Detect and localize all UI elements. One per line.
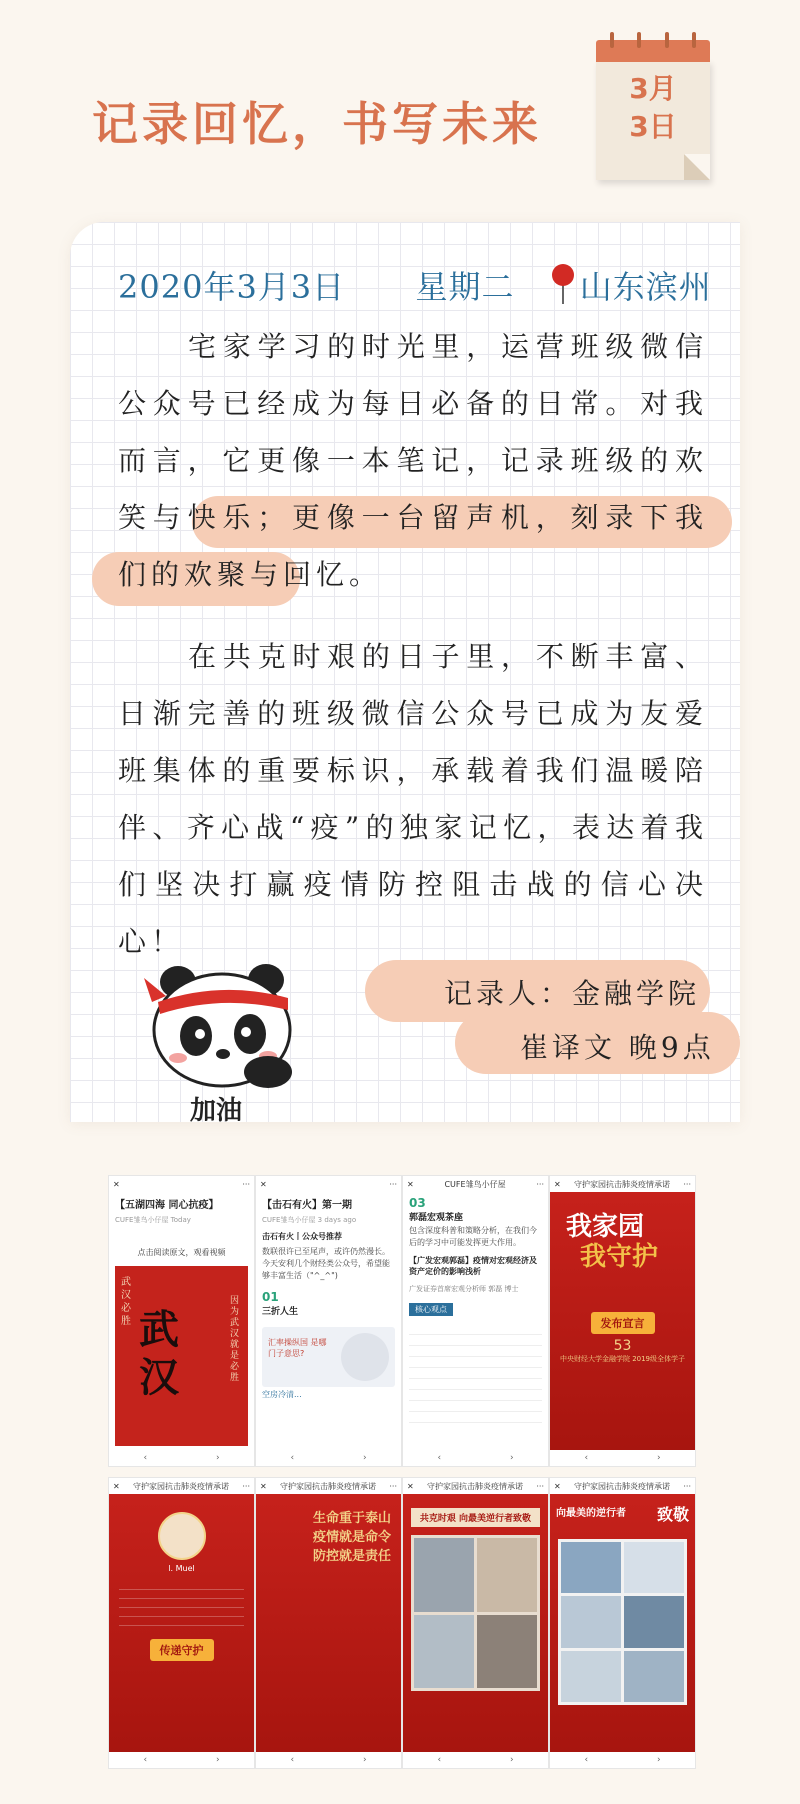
article-meta: CUFE雏鸟小仔屋 Today	[115, 1216, 191, 1224]
wuhan-poster: 武汉必胜 武汉 因为武汉 就是必胜	[115, 1266, 248, 1446]
close-icon[interactable]: ✕	[554, 1179, 561, 1189]
diary-date-line	[118, 262, 712, 308]
screenshot-article-3[interactable]: ✕ CUFE雏鸟小仔屋 ··· 03 郭磊宏观茶座 包含深度科普和策略分析，在我们今后的学习中可能发挥更大作用。 【广发宏观郭磊】疫情对宏观经济及资产定价的影响浅析 广发证券首席宏观分析师 郭磊 博士 核心观点 ‹ ›	[402, 1175, 549, 1467]
screenshot-collage	[108, 1175, 694, 1767]
user-name: l. Muel	[168, 1564, 195, 1573]
header-title: 记录回忆，书写未来	[92, 97, 542, 151]
card-caption: 空房冷清...	[262, 1390, 302, 1399]
card-preview: 汇率操纵国 是哪门子意思?	[262, 1327, 395, 1387]
publish-button[interactable]: 发布宣言	[591, 1312, 655, 1334]
article-title: 郭磊宏观茶座	[409, 1213, 464, 1223]
location-pin-icon	[552, 264, 574, 304]
more-icon[interactable]: ···	[389, 1179, 397, 1189]
close-icon[interactable]: ✕	[113, 1481, 120, 1491]
section-number: 01	[262, 1290, 279, 1304]
close-icon[interactable]: ✕	[260, 1481, 267, 1491]
calendar-day: 3日	[629, 110, 677, 143]
slogan: 生命重于泰山	[312, 1511, 391, 1526]
photo-grid	[411, 1535, 540, 1691]
slogan: 疫情就是命令	[312, 1530, 391, 1545]
screenshot-pledge-2[interactable]: ✕ 守护家园抗击肺炎疫情承诺 ··· l. Muel 传递守护 ‹ ›	[108, 1477, 255, 1769]
banner: 共克时艰 向最美逆行者致敬	[411, 1508, 540, 1527]
poster-headline: 我家园	[566, 1212, 645, 1242]
poster-badge: 致敬	[656, 1505, 689, 1524]
screenshot-article-2[interactable]: ✕ ··· 【击石有火】第一期 CUFE雏鸟小仔屋 3 days ago 击石有火丨公众号推荐 数联很许已至尾声，或许仍然漫长。今天安利几个财经类公众号，希望能够丰富生活（"^_^") 01 三折人生 汇率操纵国 是哪门子意思? 空房冷清... ‹ ›	[255, 1175, 402, 1467]
poster-headline: 我守护	[580, 1242, 659, 1272]
close-icon[interactable]: ✕	[407, 1179, 414, 1189]
screenshot-pledge-4[interactable]: ✕ 守护家园抗击肺炎疫情承诺 ··· 共克时艰 向最美逆行者致敬 ‹ ›	[402, 1477, 549, 1769]
diary-paragraph-2: 在共克时艰的日子里，不断丰富、日渐完善的班级微信公众号已成为友爱班集体的重要标识，承载着我们温暖陪伴、齐心战“疫”的独家记忆，表达着我们坚决打赢疫情防控阻击战的信心决心！	[118, 640, 708, 958]
avatar	[158, 1512, 206, 1560]
diary-date: 2020年3月3日	[118, 268, 346, 306]
article-body: 数联很许已至尾声，或许仍然漫长。今天安利几个财经类公众号，希望能够丰富生活（"^_^")	[262, 1247, 390, 1280]
calendar-icon	[596, 40, 710, 180]
school-name: 中央财经大学金融学院 2019级全体学子	[559, 1355, 686, 1363]
article-title: 【五湖四海 同心抗疫】	[115, 1200, 219, 1211]
article-body: 包含深度科普和策略分析，在我们今后的学习中可能发挥更大作用。	[409, 1226, 537, 1247]
recorder-line-2: 崔译文 晚9点	[520, 1031, 715, 1064]
panda-sticker-icon	[138, 940, 308, 1090]
close-icon[interactable]: ✕	[113, 1179, 120, 1189]
core-tag: 核心观点	[409, 1303, 453, 1316]
article-subtitle: 击石有火丨公众号推荐	[262, 1232, 342, 1241]
article-meta: CUFE雏鸟小仔屋 3 days ago	[262, 1216, 357, 1224]
article-author: 广发证券首席宏观分析师 郭磊 博士	[409, 1285, 519, 1293]
close-icon[interactable]: ✕	[554, 1481, 561, 1491]
more-icon[interactable]: ···	[683, 1179, 691, 1189]
more-icon[interactable]: ···	[389, 1481, 397, 1491]
more-icon[interactable]: ···	[536, 1179, 544, 1189]
close-icon[interactable]: ✕	[407, 1481, 414, 1491]
screenshot-pledge-5[interactable]: ✕ 守护家园抗击肺炎疫情承诺 ··· 向最美的逆行者 致敬 ‹ ›	[549, 1477, 696, 1769]
screenshot-article-1[interactable]: ✕ ··· 【五湖四海 同心抗疫】 CUFE雏鸟小仔屋 Today 点击阅读原文，观看视频 武汉必胜 武汉 因为武汉 就是必胜 ‹ ›	[108, 1175, 255, 1467]
calendar-month: 3月	[629, 72, 677, 105]
photo-grid	[558, 1539, 687, 1705]
text-lines	[119, 1581, 244, 1631]
diary-weekday: 星期二	[415, 268, 515, 306]
diary-location: 山东滨州	[579, 268, 712, 306]
section-number: 03	[409, 1196, 426, 1210]
sticker-label: 加油	[190, 1096, 243, 1126]
slogan: 防控就是责任	[312, 1549, 391, 1564]
pass-on-button[interactable]: 传递守护	[150, 1639, 214, 1661]
recorder-line-1: 记录人：金融学院	[444, 977, 701, 1010]
article-headline: 【广发宏观郭磊】疫情对宏观经济及资产定价的影响浅析	[409, 1256, 537, 1276]
poster-title: 向最美的逆行者	[556, 1508, 626, 1519]
read-original-link[interactable]: 点击阅读原文，观看视频	[137, 1248, 226, 1257]
pledge-count: 53	[613, 1338, 632, 1354]
more-icon[interactable]: ···	[242, 1179, 250, 1189]
screenshot-pledge-1[interactable]: ✕ 守护家园抗击肺炎疫情承诺 ··· 我家园 我守护 发布宣言 53 中央财经大学金融学院 2019级全体学子 ‹ ›	[549, 1175, 696, 1467]
more-icon[interactable]: ···	[242, 1481, 250, 1491]
section-title: 三折人生	[262, 1307, 299, 1317]
article-title: 【击石有火】第一期	[262, 1200, 352, 1211]
more-icon[interactable]: ···	[683, 1481, 691, 1491]
more-icon[interactable]: ···	[536, 1481, 544, 1491]
diary-paragraph-1: 宅家学习的时光里，运营班级微信公众号已经成为每日必备的日常。对我而言，它更像一本笔记，记录班级的欢笑与快乐；更像一台留声机，刻录下我们的欢聚与回忆。	[118, 330, 708, 591]
screenshot-pledge-3[interactable]: ✕ 守护家园抗击肺炎疫情承诺 ··· 生命重于泰山 疫情就是命令 防控就是责任 ‹ ›	[255, 1477, 402, 1769]
text-lines	[409, 1324, 542, 1424]
close-icon[interactable]: ✕	[260, 1179, 267, 1189]
